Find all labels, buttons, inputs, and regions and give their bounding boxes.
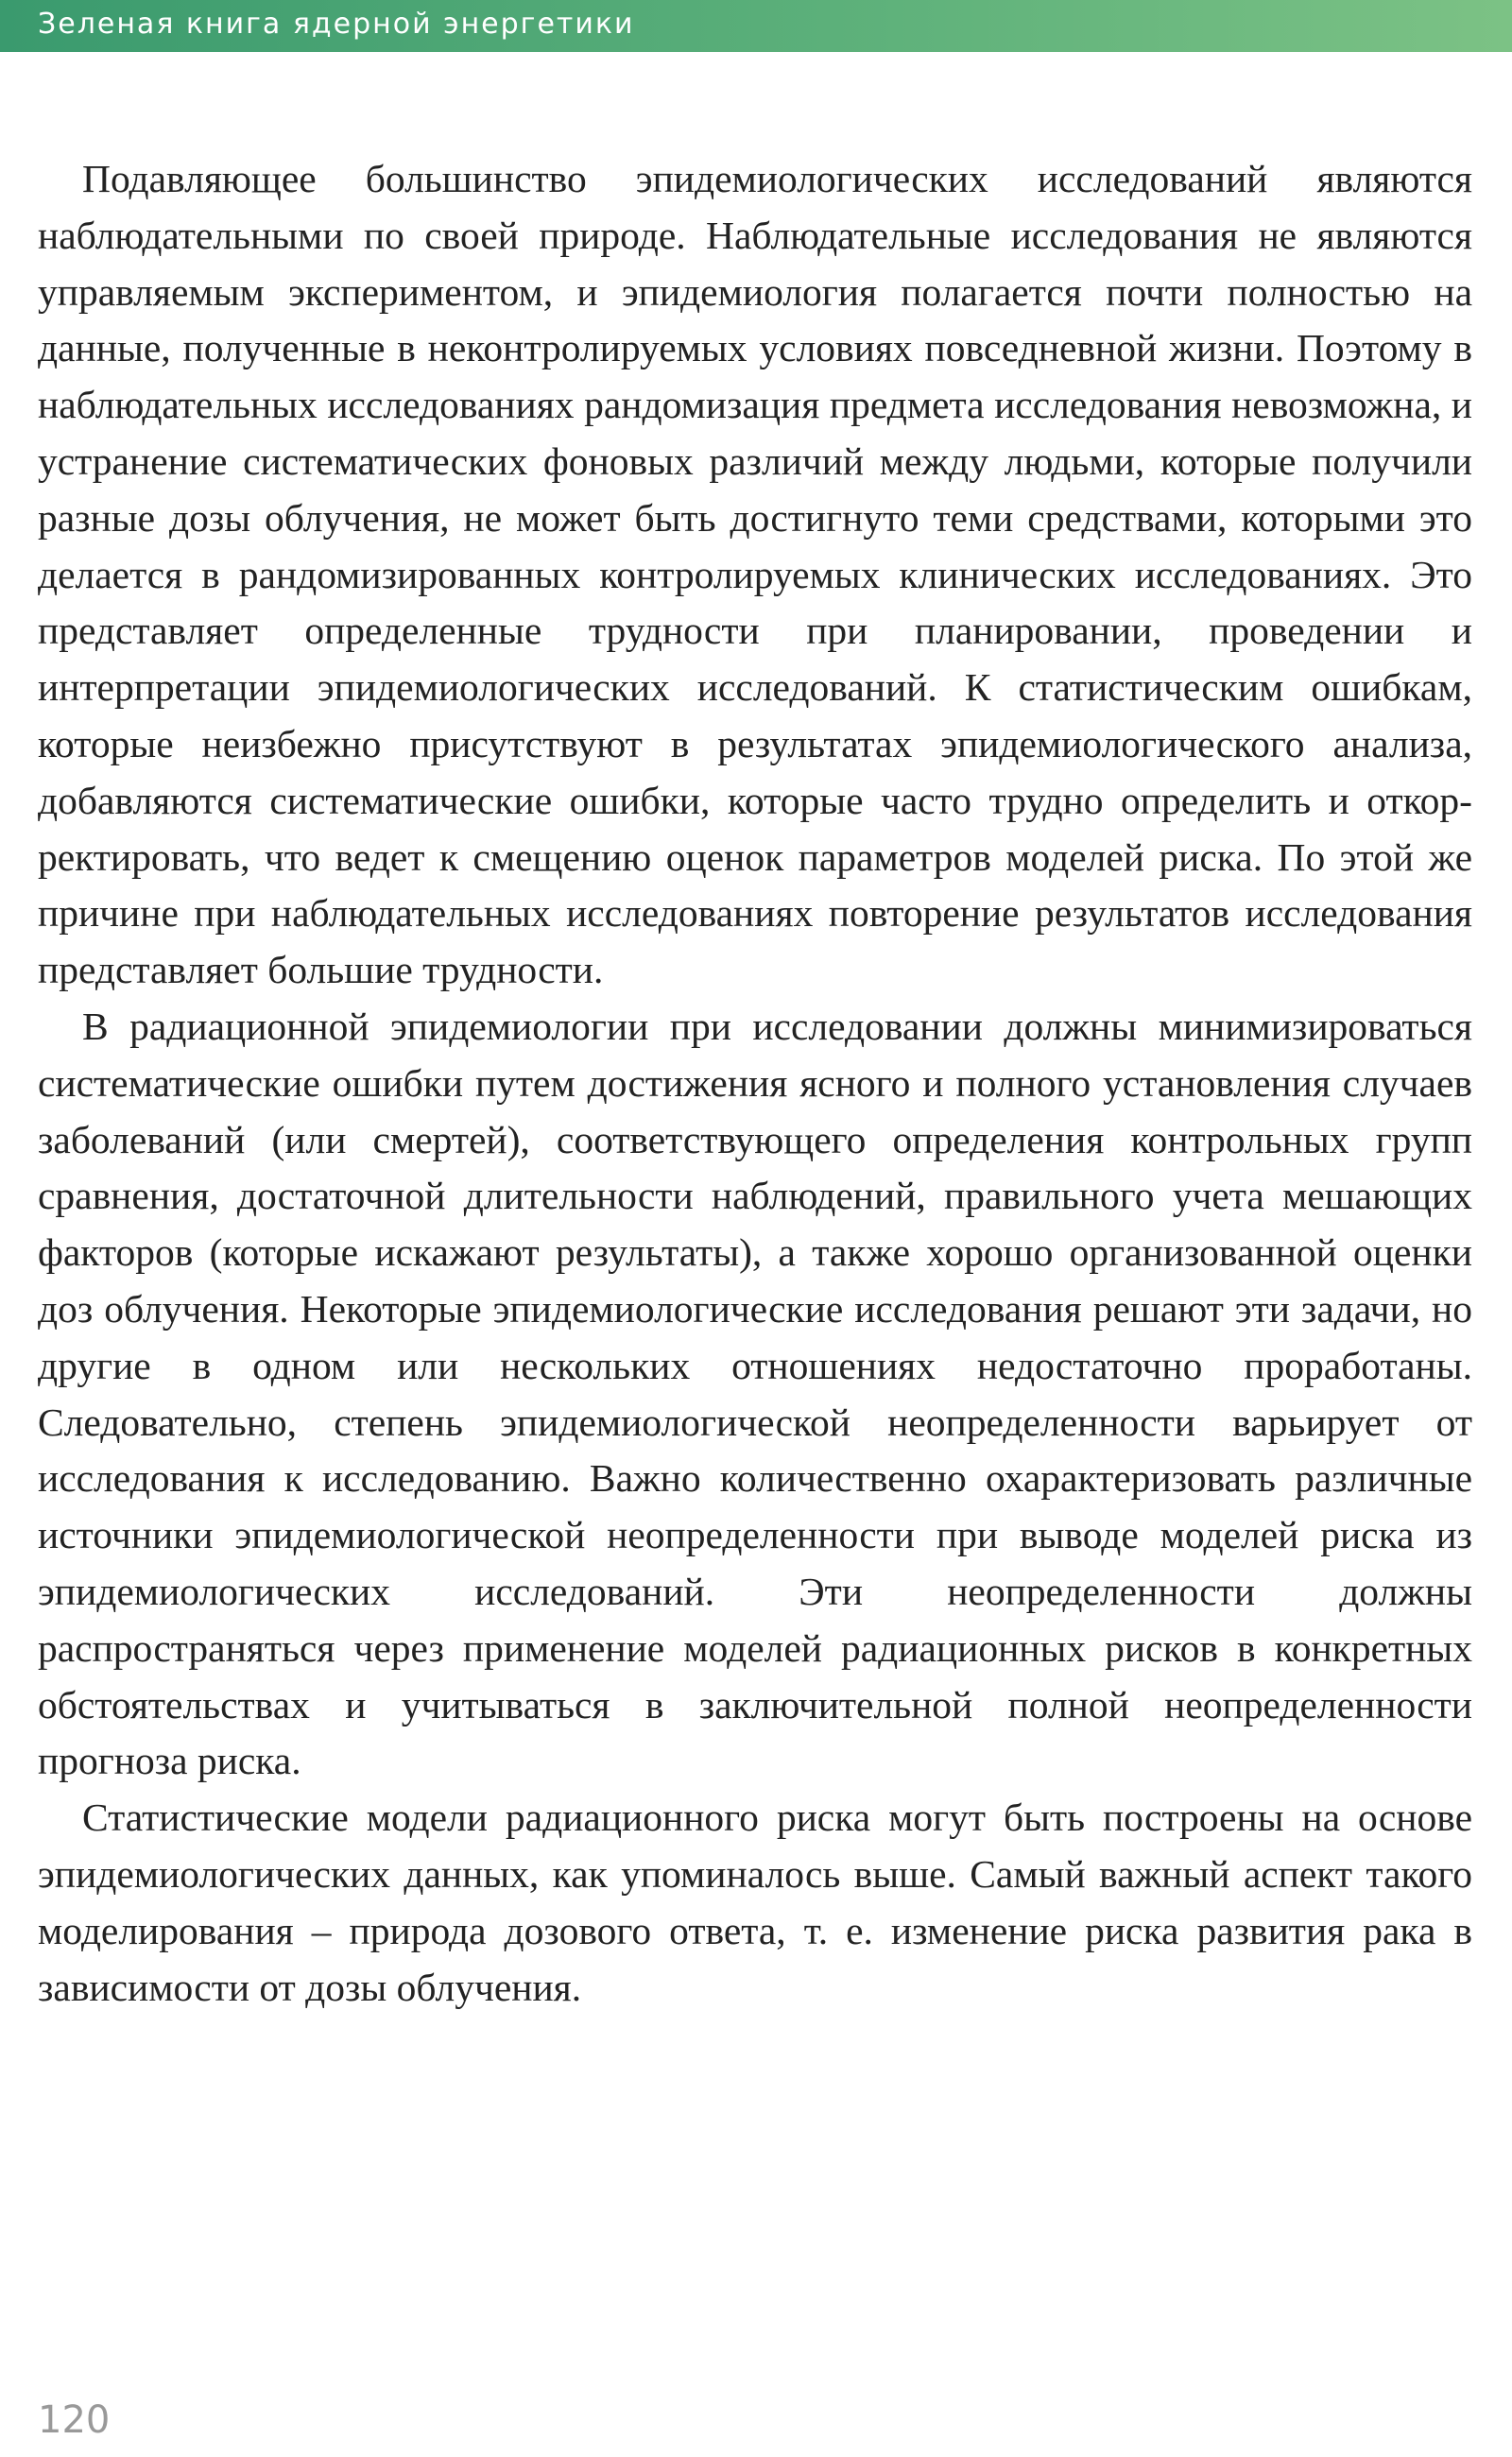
paragraph: В радиационной эпидемиологии при исследовании должны минимизироваться систематические ошибки путем достижения ясного и полного установления случаев заболеваний (или смертей), соответствующего определения контрольных групп сравнения, достаточной длительности наблюдений, правильного учета мешающих факторов (которые искажают результаты), а также хорошо организованной оценки доз облучения. Некоторые эпидемиологические исследования решают эти задачи, но другие в одном или нескольких отношениях недостаточно проработаны. Следовательно, степень эпидемиологической неопределенности варьирует от исследования к исследованию. Важно количественно охарактеризовать различные источники эпидемиологической неопределенности при выводе моделей риска из эпидемиологических исследований. Эти неопределенности должны распространяться через применение моделей радиационных рисков в конкретных обстоятельствах и учитываться в заключительной полной неопределенности прогноза риска. — [38, 1004, 1472, 1783]
header-band — [0, 0, 1512, 52]
paragraph: Подавляющее большинство эпидемиологических исследований являются наблюдательными по своей природе. Наблюдательные исследования не являются управляемым экспериментом, и эпидемиология полагается почти полностью на данные, полученные в неконтролируемых условиях повседневной жизни. Поэтому в наблюдательных исследованиях рандомизация предмета исследования невозможна, и устранение систематических фоновых различий между людьми, которые получили разные дозы облучения, не может быть достигнуто теми средствами, которыми это делается в рандомизированных контролируемых клинических исследованиях. Это представляет определенные трудности при планировании, проведении и интерпретации эпидемиологических исследований. К статистическим ошибкам, которые неизбежно присутствуют в результатах эпидемиологического анализа, добавляются систематические ошибки, которые часто трудно определить и откорректировать, что ведет к смещению оценок параметров моделей риска. По этой же причине при наблюдательных исследованиях повторение результатов исследования представляет большие трудности. — [38, 157, 1472, 992]
page-body — [38, 151, 1472, 2016]
page-number: 120 — [38, 2398, 111, 2442]
running-header-title: Зеленая книга ядерной энергетики — [38, 8, 635, 41]
paragraph: Статистические модели радиационного риска могут быть построены на основе эпидемиологических данных, как упоминалось выше. Самый важный аспект такого моделирования – природа дозового ответа, т. е. изменение риска развития рака в зависимости от дозы облучения. — [38, 1796, 1472, 2009]
